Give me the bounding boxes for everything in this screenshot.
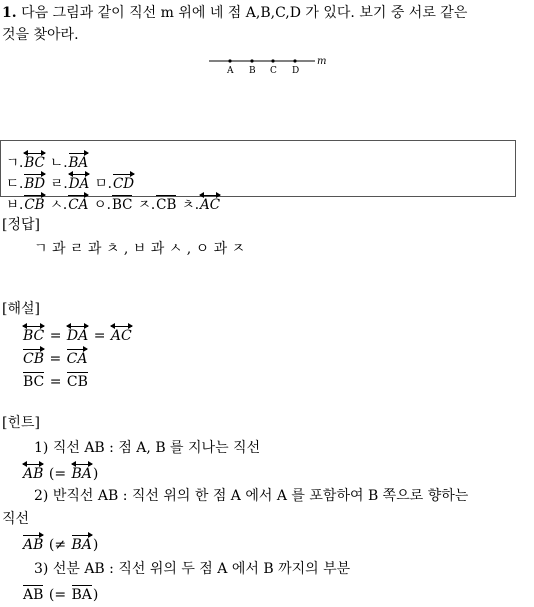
hint-2-expr: AB (≠ BA) — [22, 533, 98, 554]
options-row-2 — [6, 172, 135, 193]
point-c-label: C — [270, 66, 277, 76]
point-c-dot — [271, 59, 274, 62]
line-m-label: m — [317, 56, 327, 67]
option-expr: DA — [69, 172, 90, 193]
option-label: ㅂ. — [6, 197, 24, 213]
option-label: ㅅ. — [49, 197, 68, 213]
problem-text-1: 다음 그림과 같이 직선 m 위에 네 점 A,B,C,D 가 있다. 보기 중 서로 같은 — [21, 5, 468, 21]
option-label: ㄱ. — [6, 155, 24, 171]
option-expr: BA — [69, 151, 89, 172]
line-figure — [205, 54, 330, 76]
problem-text-2: 것을 찾아라. — [2, 27, 79, 43]
option-expr: BC — [24, 151, 45, 172]
point-d-label: D — [292, 66, 300, 76]
problem-line-1 — [2, 4, 467, 22]
point-a-dot — [228, 59, 231, 62]
option-label: ㄷ. — [6, 176, 24, 192]
point-b-label: B — [249, 66, 256, 76]
point-a-label: A — [227, 66, 234, 76]
point-b-dot — [250, 59, 253, 62]
explanation-eq-3: BC = CB — [22, 370, 89, 391]
hint-heading: [힌트] — [2, 415, 40, 431]
explanation-eq-1: BC = DA = AC — [22, 324, 133, 345]
option-expr: CD — [113, 172, 134, 193]
option-expr: CB — [24, 193, 44, 214]
point-d-dot — [293, 59, 296, 62]
hint-1-expr: AB (= BA) — [22, 462, 98, 483]
option-expr: BD — [24, 172, 45, 193]
option-label: ㅈ. — [137, 197, 156, 213]
option-expr: AC — [200, 193, 220, 214]
hint-3: 3) 선분 AB : 직선 위의 두 점 A 에서 B 까지의 부분 — [34, 561, 351, 577]
option-label: ㅁ. — [94, 176, 112, 192]
hint-3-expr: AB (= BA) — [22, 583, 98, 604]
options-row-3 — [6, 193, 221, 214]
hint-1: 1) 직선 AB : 점 A, B 를 지나는 직선 — [34, 440, 261, 456]
explanation-heading: [해설] — [2, 301, 40, 317]
options-row-1 — [6, 151, 89, 172]
option-expr: CB — [156, 193, 176, 214]
option-expr: CA — [68, 193, 88, 214]
option-expr: BC — [112, 193, 133, 214]
answer-heading: [정답] — [2, 217, 40, 233]
answer-text: ㄱ 과 ㄹ 과 ㅊ , ㅂ 과 ㅅ , ㅇ 과 ㅈ — [34, 241, 246, 257]
hint-2-line-1: 2) 반직선 AB : 직선 위의 한 점 A 에서 A 를 포함하여 B 쪽으로 향하는 — [34, 488, 469, 504]
option-label: ㅇ. — [93, 197, 111, 213]
explanation-eq-2: CB = CA — [22, 347, 88, 368]
option-label: ㄴ. — [50, 155, 68, 171]
option-label: ㄹ. — [50, 176, 68, 192]
hint-2-line-2: 직선 — [2, 511, 30, 527]
option-label: ㅊ. — [181, 197, 200, 213]
problem-number: 1. — [2, 5, 17, 21]
